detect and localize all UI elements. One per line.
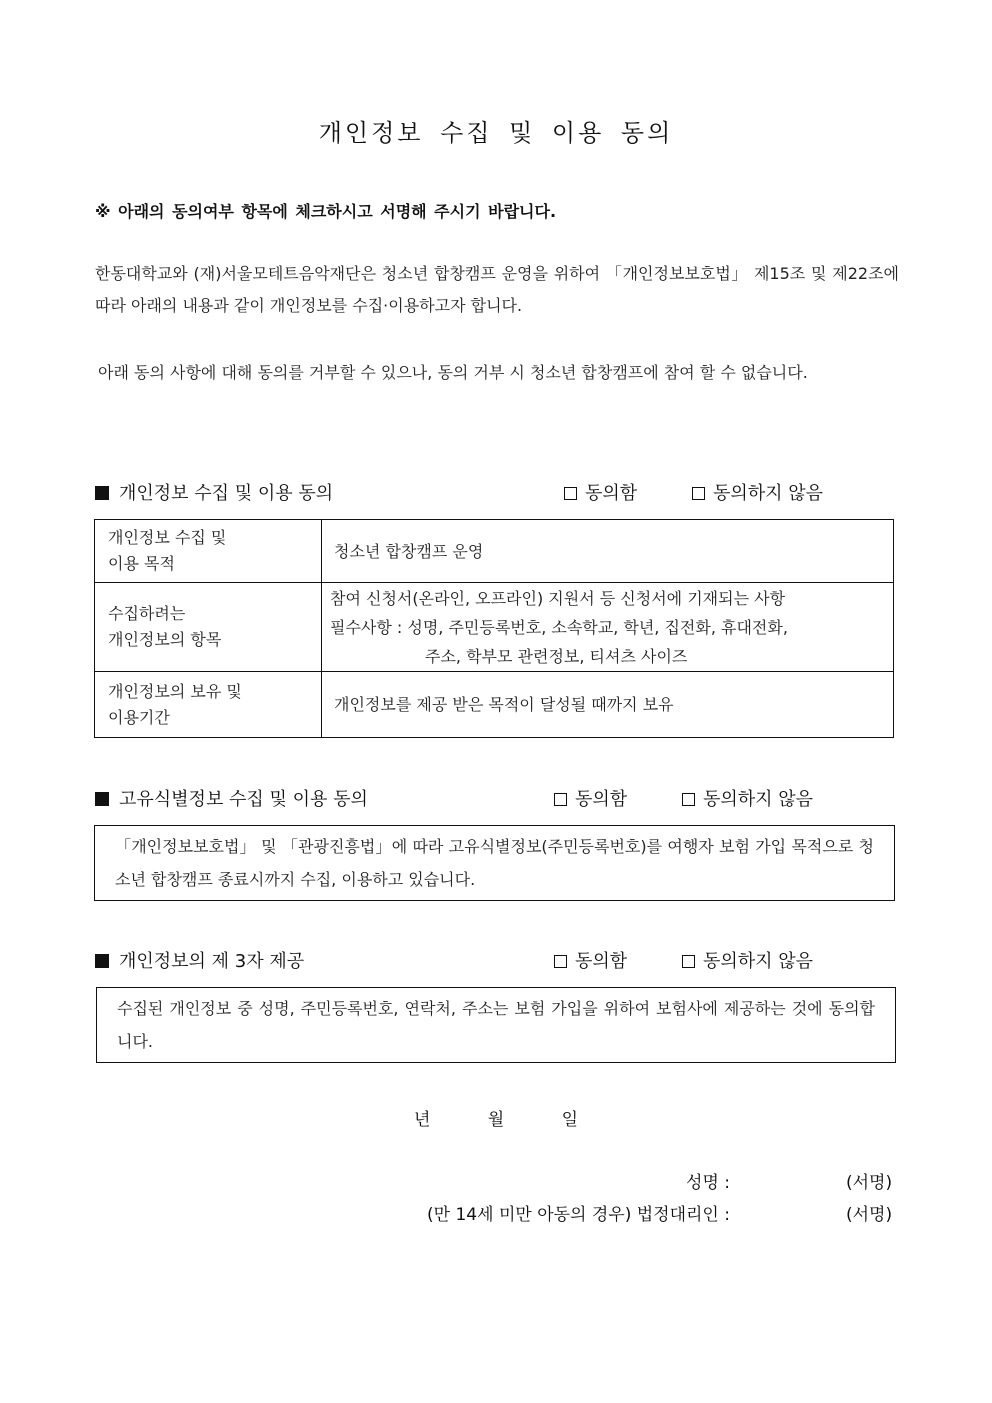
table-value-cell: 참여 신청서(온라인, 오프라인) 지원서 등 신청서에 기재되는 사항 필수사항 : 성명, 주민등록번호, 소속학교, 학년, 집전화, 휴대전화, 주소, 학부모 관련정보, 티셔츠 사이즈	[322, 583, 894, 672]
intro-paragraph: 한동대학교와 (재)서울모테트음악재단은 청소년 합창캠프 운영을 위하여 「개인정보보호법」 제15조 및 제22조에 따라 아래의 내용과 같이 개인정보를 수집·이용하고자 합니다.	[95, 264, 899, 315]
guardian-signature-label: (만 14세 미만 아동의 경우) 법정대리인 :	[427, 1205, 730, 1225]
checkbox-icon[interactable]	[554, 793, 567, 806]
section1-agree-option[interactable]	[564, 479, 637, 505]
checkbox-icon[interactable]	[692, 487, 705, 500]
table-row	[95, 520, 894, 583]
name-signature-mark[interactable]: (서명)	[846, 1173, 893, 1193]
table-label-cell: 개인정보의 보유 및 이용기간	[95, 672, 322, 738]
page-title: 개인정보 수집 및 이용 동의	[318, 119, 674, 147]
section2-disagree-option[interactable]	[682, 785, 813, 811]
agree-label: 동의함	[585, 483, 638, 504]
section3-agree-option[interactable]	[554, 947, 627, 973]
consent-info-table	[94, 519, 894, 738]
agree-label: 동의함	[575, 789, 628, 810]
table-row	[95, 583, 894, 672]
disagree-label: 동의하지 않음	[703, 789, 814, 810]
section3-disagree-option[interactable]	[682, 947, 813, 973]
section2-textbox: 「개인정보보호법」 및 「관광진흥법」에 따라 고유식별정보(주민등록번호)를 여행자 보험 가입 목적으로 청소년 합창캠프 종료시까지 수집, 이용하고 있습니다.	[94, 825, 895, 901]
section3-textbox: 수집된 개인정보 중 성명, 주민등록번호, 연락처, 주소는 보험 가입을 위하여 보험사에 제공하는 것에 동의합니다.	[96, 987, 896, 1063]
square-bullet-icon	[95, 486, 109, 500]
section2-agree-option[interactable]	[554, 785, 627, 811]
table-label-cell: 수집하려는 개인정보의 항목	[95, 583, 322, 672]
section1-heading	[95, 479, 333, 505]
instruction-notice: ※ 아래의 동의여부 항목에 체크하시고 서명해 주시기 바랍니다.	[95, 202, 557, 221]
disagree-label: 동의하지 않음	[713, 483, 824, 504]
section1-heading-text: 개인정보 수집 및 이용 동의	[119, 483, 334, 504]
disagree-label: 동의하지 않음	[703, 951, 814, 972]
checkbox-icon[interactable]	[682, 793, 695, 806]
refusal-paragraph: 아래 동의 사항에 대해 동의를 거부할 수 있으나, 동의 거부 시 청소년 합창캠프에 참여 할 수 없습니다.	[98, 363, 808, 382]
table-label-cell: 개인정보 수집 및 이용 목적	[95, 520, 322, 583]
table-value-cell: 청소년 합창캠프 운영	[322, 520, 894, 583]
agree-label: 동의함	[575, 951, 628, 972]
section3-heading-text: 개인정보의 제 3자 제공	[119, 951, 305, 972]
name-signature-label: 성명 :	[686, 1173, 730, 1193]
section2-heading	[95, 785, 368, 811]
section2-heading-text: 고유식별정보 수집 및 이용 동의	[119, 789, 368, 810]
checkbox-icon[interactable]	[682, 955, 695, 968]
guardian-signature-mark[interactable]: (서명)	[846, 1205, 893, 1225]
checkbox-icon[interactable]	[554, 955, 567, 968]
section3-heading	[95, 947, 304, 973]
date-line: 년 월 일	[413, 1110, 579, 1130]
section1-disagree-option[interactable]	[692, 479, 823, 505]
square-bullet-icon	[95, 792, 109, 806]
checkbox-icon[interactable]	[564, 487, 577, 500]
square-bullet-icon	[95, 954, 109, 968]
table-row	[95, 672, 894, 738]
table-value-cell: 개인정보를 제공 받은 목적이 달성될 때까지 보유	[322, 672, 894, 738]
